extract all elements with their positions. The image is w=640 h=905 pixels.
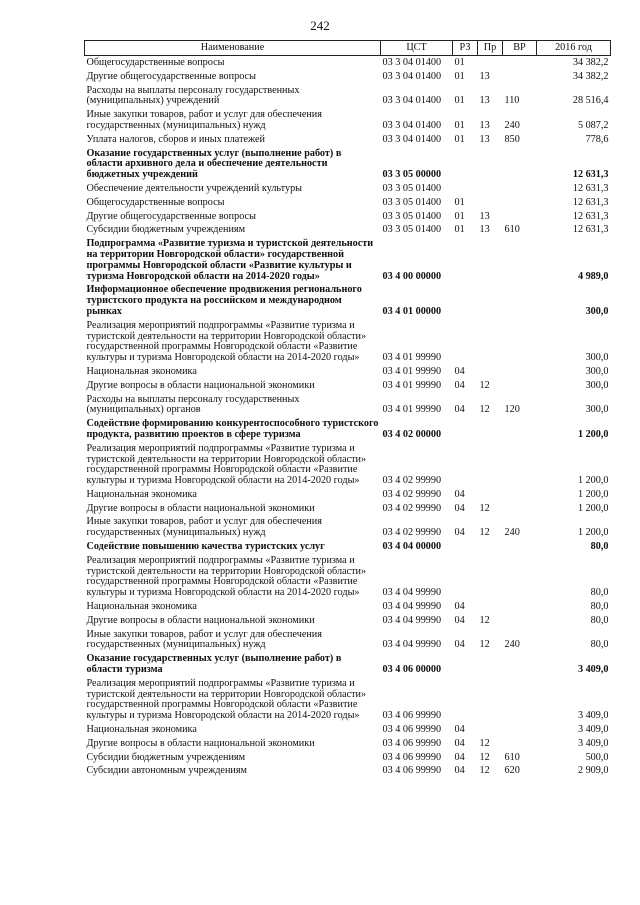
budget-table [84,40,611,778]
row-pr-cell [478,652,503,677]
table-row [85,554,611,600]
row-cst-cell: 03 4 04 99990 [382,601,442,613]
row-pr-cell [478,182,503,196]
table-row [85,133,611,147]
row-pr-cell: 12 [479,639,490,651]
row-rz-cell: 04 [454,502,465,514]
row-pr-cell: 13 [479,210,490,222]
row-sum-cell: 80,0 [590,639,609,651]
row-name-cell: Субсидии бюджетным учреждениям [86,751,246,763]
row-sum-cell: 80,0 [590,614,609,626]
row-rz-cell [453,237,478,283]
row-cst-cell: 03 3 05 01400 [382,224,442,236]
row-rz-cell [453,417,478,442]
row-sum-cell: 1 200,0 [577,527,609,539]
row-rz-cell: 01 [454,224,465,236]
row-pr-cell [478,677,503,723]
row-sum-cell: 3 409,0 [577,737,609,749]
row-pr-cell [478,417,503,442]
row-vr-cell [503,70,537,84]
row-sum-cell: 1 200,0 [577,428,609,440]
row-rz-cell [453,442,478,488]
row-rz-cell: 01 [454,196,465,208]
row-name-cell: Иные закупки товаров, работ и услуг для обеспечения государственных (муниципальных) нужд [86,109,322,131]
row-vr-cell [503,210,537,224]
row-rz-cell: 04 [454,737,465,749]
row-rz-cell: 04 [454,527,465,539]
row-sum-cell: 300,0 [585,352,609,364]
row-name-cell: Другие общегосударственные вопросы [86,70,256,82]
row-pr-cell: 12 [479,751,490,763]
table-row [85,417,611,442]
row-cst-cell: 03 4 01 99990 [382,379,442,391]
row-name-cell: Национальная экономика [86,724,197,736]
row-rz-cell [453,182,478,196]
row-cst-cell: 03 4 04 99990 [382,614,442,626]
row-pr-cell [478,237,503,283]
row-name-cell: Расходы на выплаты персоналу государственных (муниципальных) учреждений [86,84,300,107]
row-pr-cell: 13 [479,133,490,145]
row-rz-cell [453,147,478,182]
row-vr-cell: 110 [504,95,520,107]
row-vr-cell [503,442,537,488]
row-cst-cell: 03 4 02 99990 [382,475,442,487]
table-row [85,196,611,210]
column-header-cst: ЦСТ [381,41,453,56]
row-cst-cell: 03 4 06 99990 [382,737,442,749]
row-vr-cell [503,379,537,393]
row-vr-cell [503,365,537,379]
row-vr-cell [503,540,537,554]
row-sum-cell: 12 631,3 [572,182,609,194]
row-name-cell: Реализация мероприятий подпрограммы «Развитие туризма и туристской деятельности на территории Новгородской области» государственной программы Новгородской области «Развитие культуры и туризма Новгородской области на 2014-2020 годы» [86,442,367,487]
page-number: 242 [310,18,330,33]
row-pr-cell [478,319,503,365]
table-row [85,677,611,723]
row-rz-cell: 04 [454,765,465,777]
table-row [85,108,611,133]
table-body [85,56,611,779]
row-name-cell: Национальная экономика [86,365,197,377]
row-cst-cell: 03 4 04 99990 [382,587,442,599]
row-vr-cell: 610 [504,224,520,236]
row-name-cell: Оказание государственных услуг (выполнение работ) в области архивного дела и обеспечение деятельности бюджетных учреждений [86,147,342,181]
row-name-cell: Реализация мероприятий подпрограммы «Развитие туризма и туристской деятельности на территории Новгородской области» государственной программы Новгородской области «Развитие культуры и туризма Новгородской области на 2014-2020 годы» [86,554,367,599]
row-vr-cell [503,600,537,614]
row-name-cell: Другие общегосударственные вопросы [86,210,256,222]
row-vr-cell: 120 [504,404,520,416]
row-vr-cell [503,319,537,365]
row-name-cell: Другие вопросы в области национальной экономики [86,502,315,514]
row-sum-cell: 5 087,2 [577,119,609,131]
table-row [85,147,611,182]
row-vr-cell [503,614,537,628]
row-cst-cell: 03 3 04 01400 [382,119,442,131]
table-row [85,751,611,765]
row-rz-cell: 01 [454,95,465,107]
row-sum-cell: 500,0 [585,751,609,763]
row-sum-cell: 12 631,3 [572,224,609,236]
row-sum-cell: 300,0 [585,404,609,416]
row-rz-cell: 01 [454,133,465,145]
row-name-cell: Другие вопросы в области национальной экономики [86,379,315,391]
row-pr-cell [478,365,503,379]
row-name-cell: Общегосударственные вопросы [86,196,225,208]
row-cst-cell: 03 4 02 00000 [382,428,442,440]
row-cst-cell: 03 4 02 99990 [382,502,442,514]
table-row [85,628,611,653]
row-name-cell: Обеспечение деятельности учреждений культуры [86,182,303,194]
row-vr-cell [503,652,537,677]
table-row [85,515,611,540]
table-row [85,56,611,70]
row-pr-cell [478,600,503,614]
table-row [85,614,611,628]
row-cst-cell: 03 4 06 99990 [382,724,442,736]
row-name-cell: Реализация мероприятий подпрограммы «Развитие туризма и туристской деятельности на территории Новгородской области» государственной программы Новгородской области «Развитие культуры и туризма Новгородской области на 2014-2020 годы» [86,677,367,722]
row-cst-cell: 03 4 04 00000 [382,541,442,553]
row-rz-cell [453,554,478,600]
row-name-cell: Содействие повышению качества туристских услуг [86,541,325,553]
table-row [85,540,611,554]
row-vr-cell [503,723,537,737]
table-row [85,652,611,677]
row-pr-cell: 12 [479,527,490,539]
row-vr-cell [503,196,537,210]
table-row [85,764,611,778]
row-cst-cell: 03 3 05 01400 [382,182,442,194]
row-pr-cell: 12 [479,614,490,626]
row-cst-cell: 03 4 02 99990 [382,488,442,500]
row-rz-cell: 04 [454,379,465,391]
row-cst-cell: 03 4 01 99990 [382,404,442,416]
row-cst-cell: 03 3 05 01400 [382,196,442,208]
row-cst-cell: 03 3 05 01400 [382,210,442,222]
row-rz-cell: 04 [454,751,465,763]
row-vr-cell: 620 [504,765,520,777]
row-pr-cell [478,56,503,70]
table-row [85,600,611,614]
row-vr-cell [503,283,537,318]
row-rz-cell: 04 [454,639,465,651]
row-pr-cell: 12 [479,502,490,514]
column-header-year: 2016 год [537,41,611,56]
row-sum-cell: 1 200,0 [577,488,609,500]
row-cst-cell: 03 3 04 01400 [382,57,442,68]
row-vr-cell [503,417,537,442]
row-pr-cell [478,540,503,554]
row-cst-cell: 03 4 06 99990 [382,765,442,777]
table-row [85,182,611,196]
row-vr-cell [503,237,537,283]
row-sum-cell: 3 409,0 [577,724,609,736]
row-rz-cell [453,677,478,723]
row-sum-cell: 12 631,3 [572,196,609,208]
row-name-cell: Иные закупки товаров, работ и услуг для обеспечения государственных (муниципальных) нужд [86,628,322,651]
row-pr-cell: 13 [479,119,490,131]
row-sum-cell: 80,0 [590,541,609,553]
table-row [85,393,611,418]
row-cst-cell: 03 3 04 01400 [382,95,442,107]
row-cst-cell: 03 4 01 00000 [382,305,442,317]
row-sum-cell: 4 989,0 [577,270,609,282]
table-row [85,442,611,488]
row-name-cell: Национальная экономика [86,488,197,500]
table-row [85,379,611,393]
row-rz-cell: 04 [454,488,465,500]
row-name-cell: Субсидии бюджетным учреждениям [86,224,246,236]
row-rz-cell: 04 [454,404,465,416]
row-vr-cell [503,182,537,196]
row-name-cell: Иные закупки товаров, работ и услуг для обеспечения государственных (муниципальных) нужд [86,516,322,539]
row-rz-cell: 01 [454,70,465,82]
row-name-cell: Реализация мероприятий подпрограммы «Развитие туризма и туристской деятельности на территории Новгородской области» государственной программы Новгородской области «Развитие культуры и туризма Новгородской области на 2014-2020 годы» [86,319,367,364]
row-sum-cell: 12 631,3 [572,169,609,181]
row-rz-cell [453,283,478,318]
row-vr-cell [503,488,537,502]
row-cst-cell: 03 3 05 00000 [382,169,442,181]
row-cst-cell: 03 3 04 01400 [382,70,442,82]
row-rz-cell [453,652,478,677]
row-pr-cell [478,442,503,488]
column-header-rz: РЗ [453,41,478,56]
row-sum-cell: 3 409,0 [577,710,609,722]
row-sum-cell: 2 909,0 [577,765,609,777]
table-row [85,70,611,84]
row-sum-cell: 34 382,2 [572,70,609,82]
table-header-row [85,41,611,56]
row-vr-cell: 240 [504,527,520,539]
row-pr-cell: 13 [479,95,490,107]
row-rz-cell: 04 [454,724,465,736]
row-rz-cell [453,540,478,554]
table-row [85,319,611,365]
row-pr-cell: 13 [479,224,490,236]
row-cst-cell: 03 4 06 00000 [382,664,442,676]
row-name-cell: Расходы на выплаты персоналу государственных (муниципальных) органов [86,393,300,416]
row-pr-cell: 12 [479,765,490,777]
row-pr-cell [478,554,503,600]
table-row [85,84,611,109]
row-sum-cell: 34 382,2 [572,57,609,68]
table-row [85,723,611,737]
row-name-cell: Национальная экономика [86,601,197,613]
table-row [85,237,611,283]
row-vr-cell [503,502,537,516]
row-vr-cell: 240 [504,119,520,131]
row-rz-cell: 04 [454,365,465,377]
column-header-name: Наименование [85,41,381,56]
row-name-cell: Субсидии автономным учреждениям [86,765,247,777]
row-cst-cell: 03 4 06 99990 [382,710,442,722]
row-pr-cell [478,196,503,210]
row-vr-cell [503,554,537,600]
row-rz-cell [453,319,478,365]
row-sum-cell: 778,6 [585,133,609,145]
table-row [85,737,611,751]
row-sum-cell: 300,0 [585,305,609,317]
row-pr-cell: 13 [479,70,490,82]
row-cst-cell: 03 4 06 99990 [382,751,442,763]
table-row [85,283,611,318]
row-vr-cell: 850 [504,133,520,145]
row-pr-cell: 12 [479,737,490,749]
row-name-cell: Другие вопросы в области национальной экономики [86,614,315,626]
column-header-pr: Пр [478,41,503,56]
table-row [85,502,611,516]
table-row [85,488,611,502]
row-sum-cell: 300,0 [585,379,609,391]
row-vr-cell: 610 [504,751,520,763]
row-vr-cell: 240 [504,639,520,651]
row-rz-cell: 04 [454,614,465,626]
row-pr-cell: 12 [479,404,490,416]
row-cst-cell: 03 4 01 99990 [382,352,442,364]
row-rz-cell: 01 [454,57,465,68]
row-cst-cell: 03 4 04 99990 [382,639,442,651]
row-name-cell: Подпрограмма «Развитие туризма и туристской деятельности на территории Новгородской области» государственной программы Новгородской области «Развитие культуры и туризма Новгородской области на 2014-2020 годы» [86,238,374,282]
row-sum-cell: 12 631,3 [572,210,609,222]
row-name-cell: Информационное обеспечение продвижения регионального туристского продукта на российском и международном рынках [86,284,362,317]
row-cst-cell: 03 4 02 99990 [382,527,442,539]
row-pr-cell [478,488,503,502]
row-vr-cell [503,147,537,182]
row-sum-cell: 1 200,0 [577,502,609,514]
row-sum-cell: 80,0 [590,587,609,599]
row-cst-cell: 03 3 04 01400 [382,133,442,145]
row-pr-cell [478,723,503,737]
row-vr-cell [503,56,537,70]
row-sum-cell: 300,0 [585,365,609,377]
table-row [85,223,611,237]
row-sum-cell: 80,0 [590,601,609,613]
row-name-cell: Общегосударственные вопросы [86,57,225,68]
table-row [85,365,611,379]
row-pr-cell: 12 [479,379,490,391]
row-sum-cell: 3 409,0 [577,664,609,676]
row-pr-cell [478,283,503,318]
row-vr-cell [503,677,537,723]
row-sum-cell: 28 516,4 [572,95,609,107]
column-header-vr: ВР [503,41,537,56]
row-cst-cell: 03 4 00 00000 [382,270,442,282]
row-name-cell: Другие вопросы в области национальной экономики [86,737,315,749]
table-row [85,210,611,224]
row-pr-cell [478,147,503,182]
row-sum-cell: 1 200,0 [577,475,609,487]
row-cst-cell: 03 4 01 99990 [382,365,442,377]
row-name-cell: Содействие формированию конкурентоспособного туристского продукта, развитию проектов в сфере туризма [86,418,379,440]
row-name-cell: Оказание государственных услуг (выполнение работ) в области туризма [86,653,342,676]
row-rz-cell: 01 [454,210,465,222]
row-rz-cell: 01 [454,119,465,131]
row-name-cell: Уплата налогов, сборов и иных платежей [86,133,265,145]
row-vr-cell [503,737,537,751]
row-rz-cell: 04 [454,601,465,613]
